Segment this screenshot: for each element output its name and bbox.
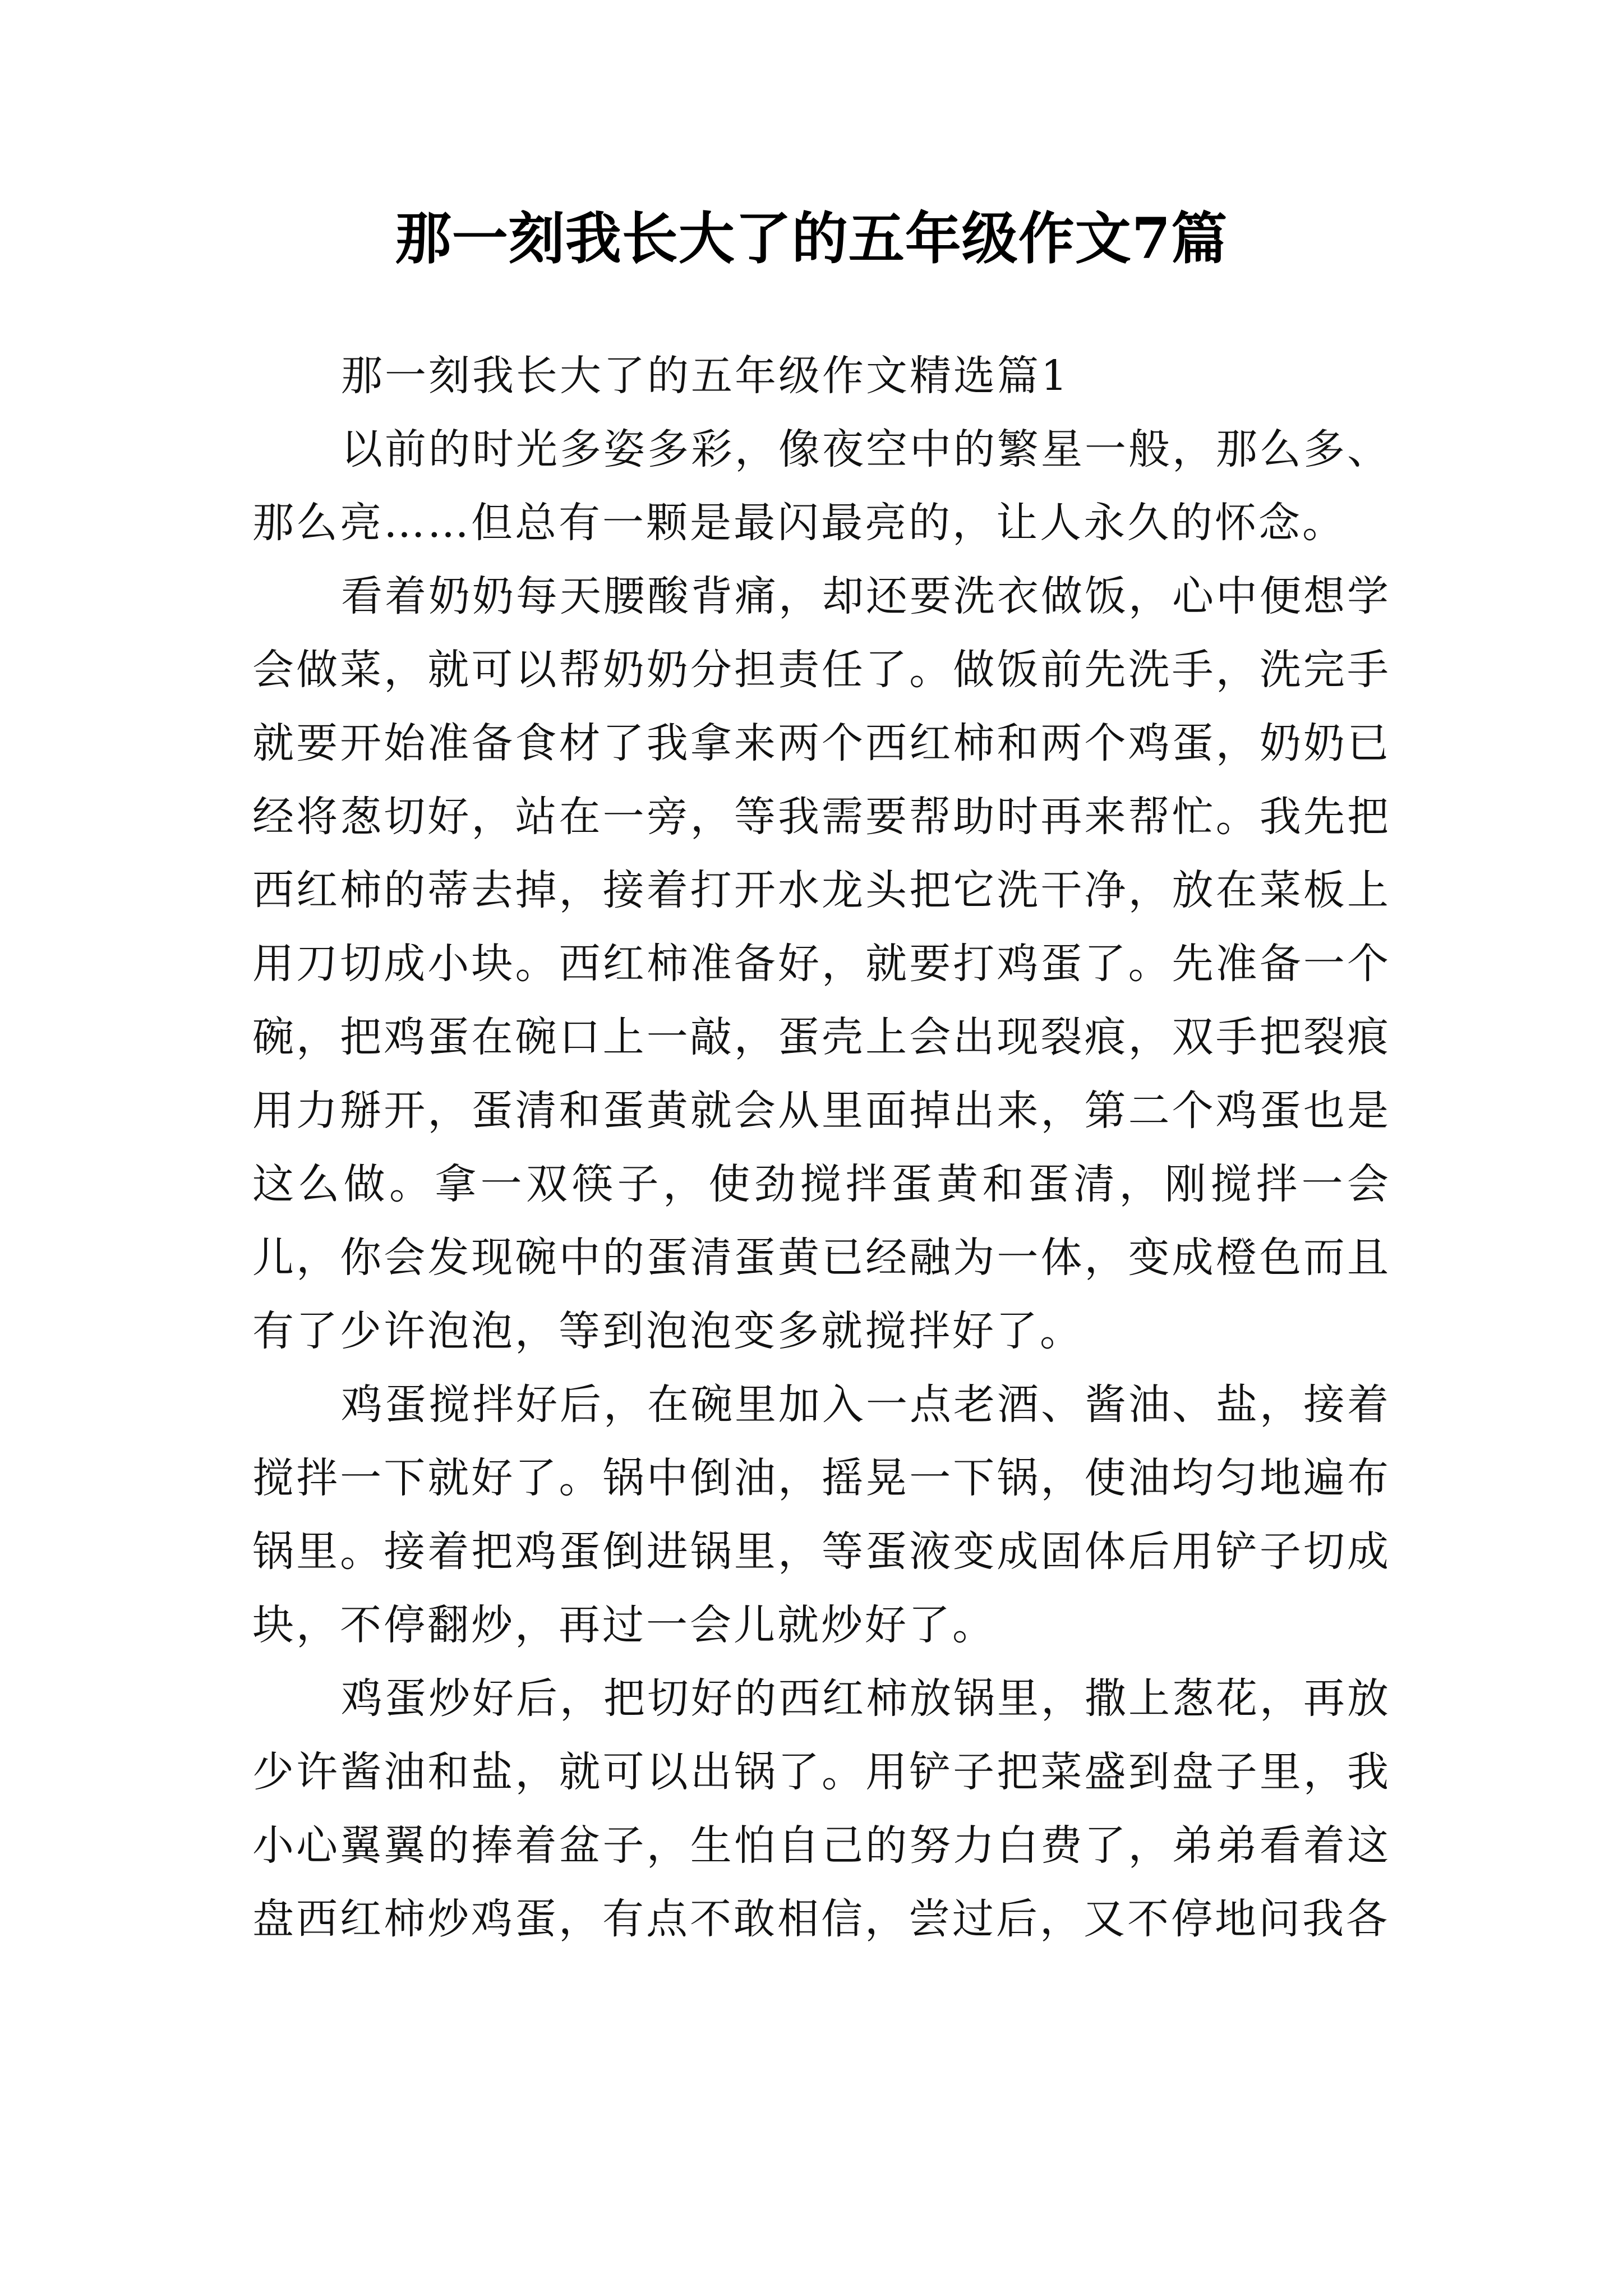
paragraph: 鸡蛋炒好后，把切好的西红柿放锅里，撒上葱花，再放少许酱油和盐，就可以出锅了。用铲子把菜盛到盘子里，我小心翼翼的捧着盆子，生怕自己的努力白费了，弟弟看着这盘西红柿炒鸡蛋，有点不敢相信，尝过后，又不停地问我各 bbox=[252, 1674, 1391, 1943]
section-heading: 那一刻我长大了的五年级作文精选篇1 bbox=[341, 352, 1070, 400]
paragraph: 看着奶奶每天腰酸背痛，却还要洗衣做饭，心中便想学会做菜，就可以帮奶奶分担责任了。做饭前先洗手，洗完手就要开始准备食材了我拿来两个西红柿和两个鸡蛋，奶奶已经将葱切好，站在一旁，等我需要帮助时再来帮忙。我先把西红柿的蒂去掉，接着打开水龙头把它洗干净，放在菜板上用刀切成小块。西红柿准备好，就要打鸡蛋了。先准备一个碗，把鸡蛋在碗口上一敲，蛋壳上会出现裂痕，双手把裂痕用力掰开，蛋清和蛋黄就会从里面掉出来，第二个鸡蛋也是这么做。拿一双筷子，使劲搅拌蛋黄和蛋清，刚搅拌一会儿，你会发现碗中的蛋清蛋黄已经融为一体，变成橙色而且有了少许泡泡，等到泡泡变多就搅拌好了。 bbox=[252, 572, 1391, 1355]
paragraph: 以前的时光多姿多彩，像夜空中的繁星一般，那么多、那么亮……但总有一颗是最闪最亮的，让人永久的怀念。 bbox=[252, 425, 1391, 547]
paragraph: 鸡蛋搅拌好后，在碗里加入一点老酒、酱油、盐，接着搅拌一下就好了。锅中倒油，摇晃一下锅，使油均匀地遍布锅里。接着把鸡蛋倒进锅里，等蛋液变成固体后用铲子切成块，不停翻炒，再过一会儿就炒好了。 bbox=[252, 1381, 1391, 1649]
document-body bbox=[252, 339, 1391, 1956]
document-title: 那一刻我长大了的五年级作文7篇 bbox=[395, 205, 1228, 272]
